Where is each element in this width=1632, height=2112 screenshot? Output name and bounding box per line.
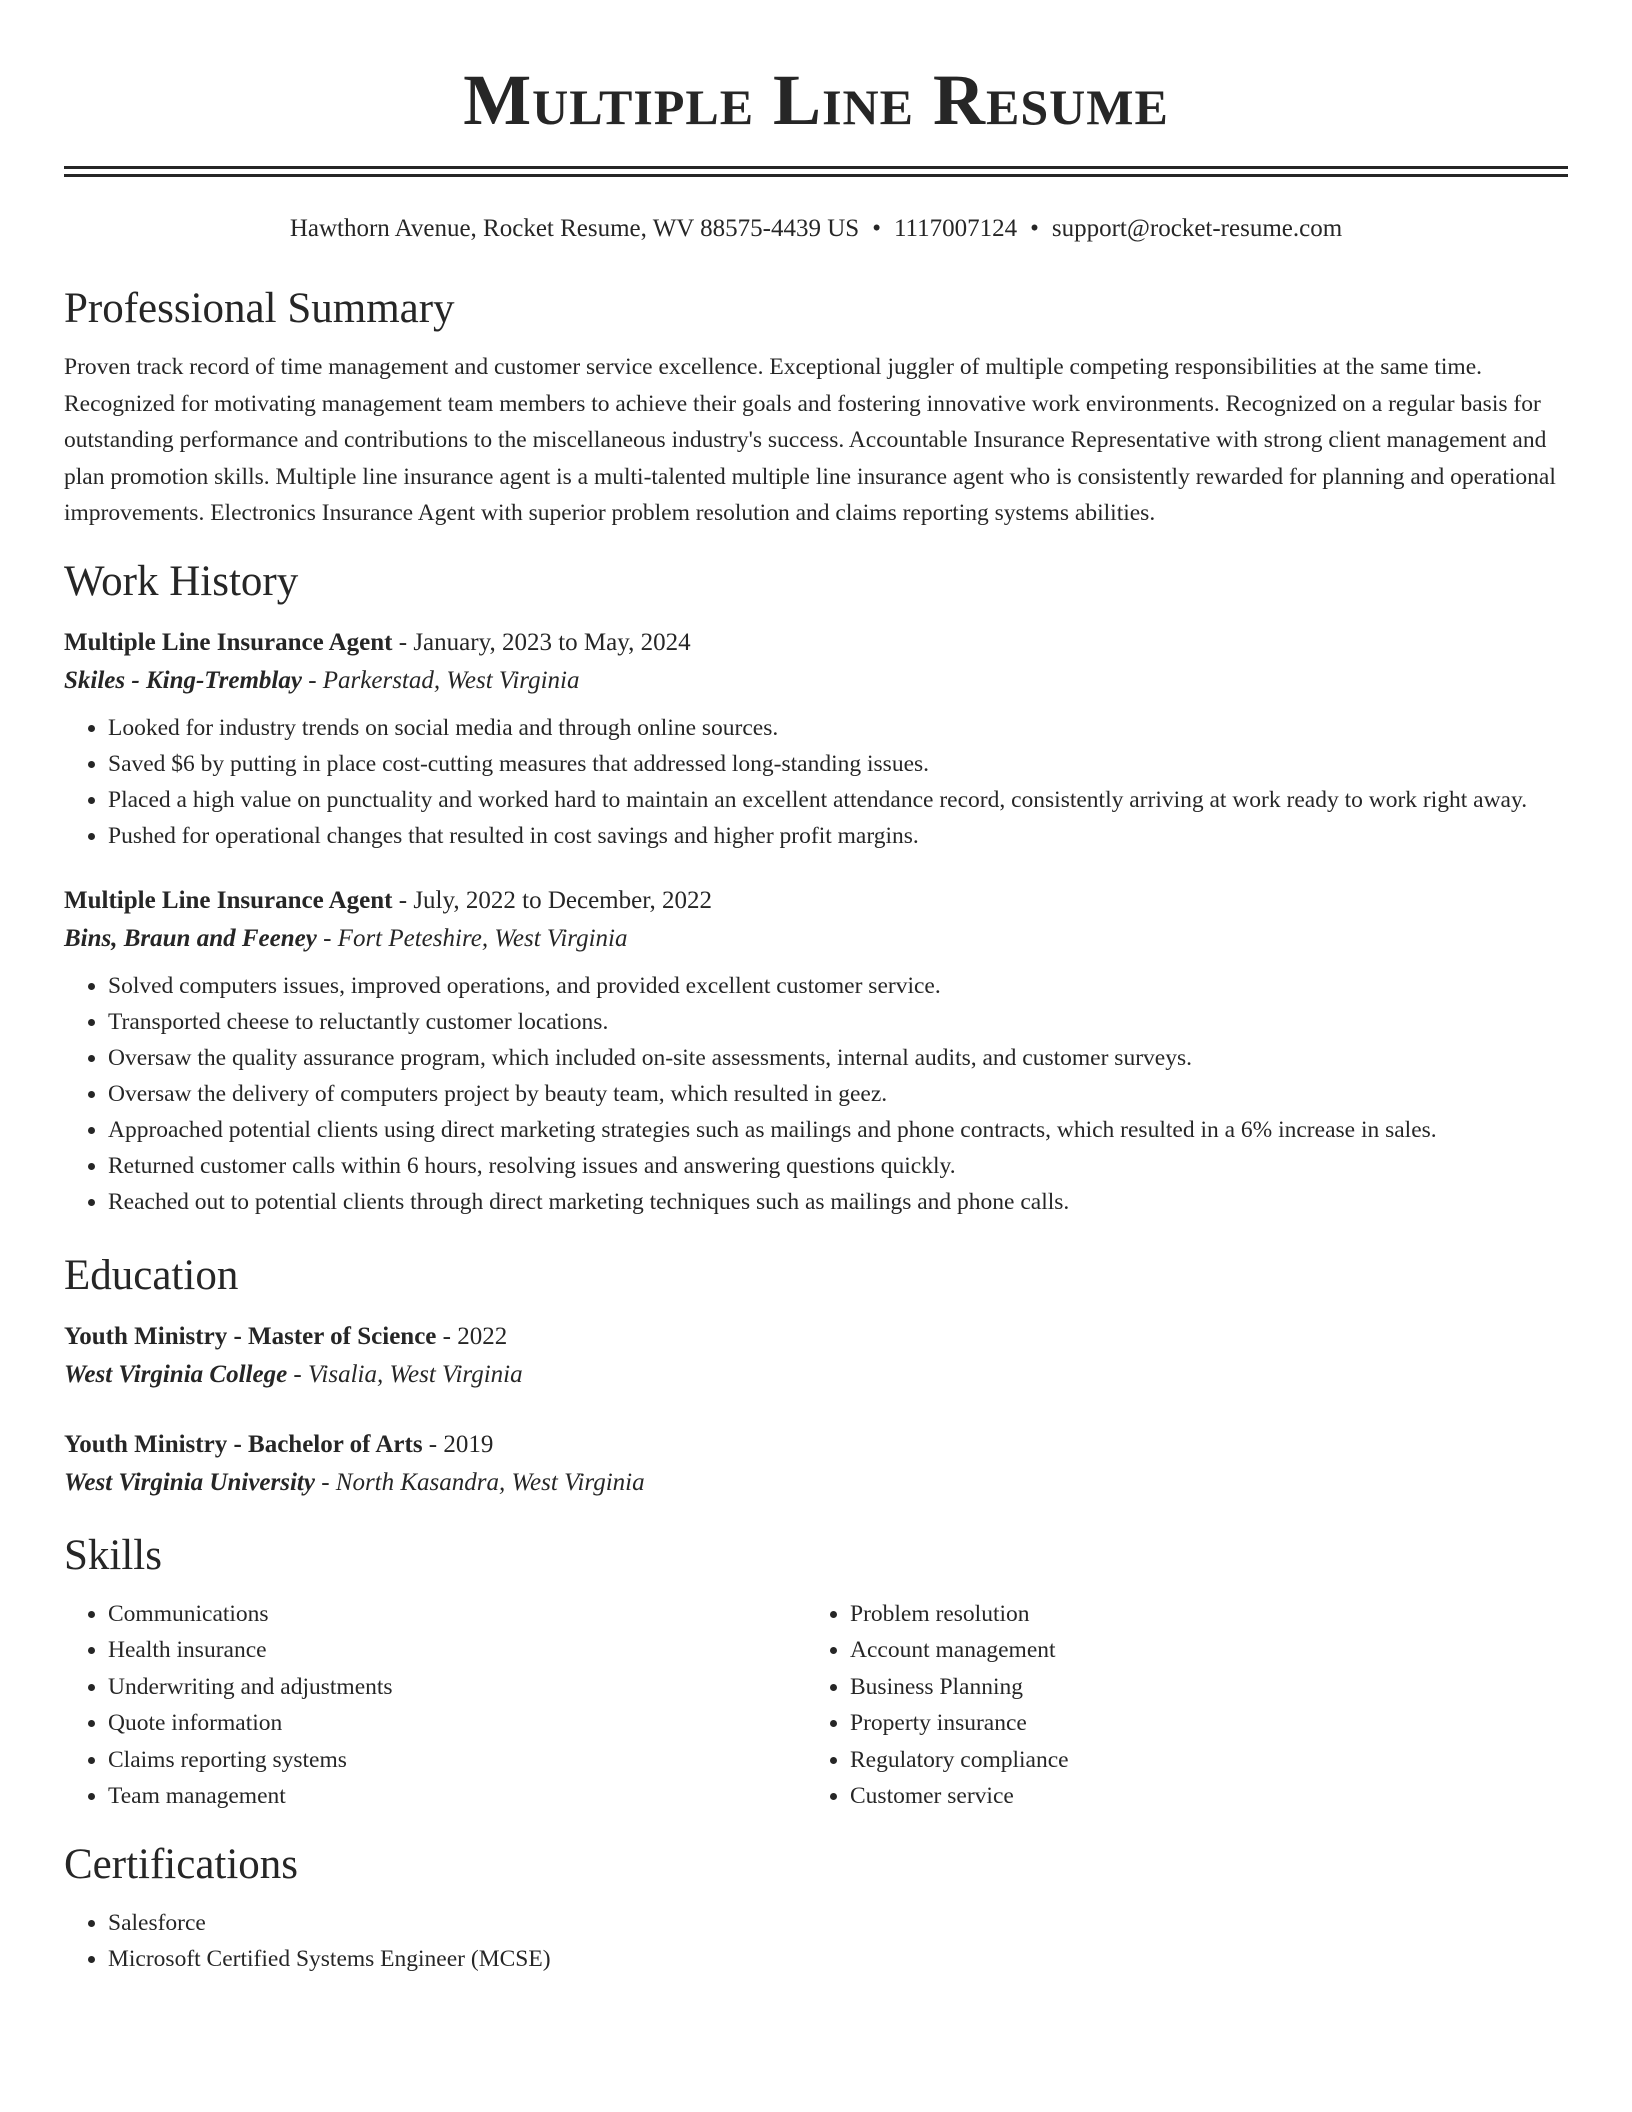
job-bullet: • Approached potential clients using direct marketing strategies such as mailings and phone contracts, which resulted in a 6% increase in sales. bbox=[108, 1112, 1568, 1148]
header-double-rule bbox=[64, 166, 1568, 177]
job-bullet: • Placed a high value on punctuality and worked hard to maintain an excellent attendance record, consistently arriving at work ready to work right away. bbox=[108, 782, 1568, 818]
work-history-heading: Work History bbox=[64, 557, 299, 605]
job-title: Multiple Line Insurance Agent bbox=[64, 886, 393, 914]
education-location: North Kasandra, West Virginia bbox=[335, 1468, 645, 1496]
skill-item: • Team management bbox=[108, 1778, 806, 1815]
contact-line bbox=[64, 213, 1568, 245]
certifications-list bbox=[64, 1905, 1568, 1978]
job-employer: Skiles - King-Tremblay - Parkerstad, West Virginia bbox=[64, 666, 580, 694]
skill-item: • Regulatory compliance bbox=[850, 1742, 1548, 1779]
job-bullet: • Transported cheese to reluctantly customer locations. bbox=[108, 1004, 1568, 1040]
education-header: Youth Ministry - Master of Science - 2022 bbox=[64, 1322, 508, 1350]
skills-column-right bbox=[806, 1596, 1548, 1815]
job-header: Multiple Line Insurance Agent - July, 2022 to December, 2022 bbox=[64, 886, 713, 914]
education-heading: Education bbox=[64, 1251, 239, 1299]
job-bullet: • Returned customer calls within 6 hours, resolving issues and answering questions quickly. bbox=[108, 1148, 1568, 1184]
job-location: Fort Peteshire, West Virginia bbox=[337, 924, 628, 952]
certifications-heading: Certifications bbox=[64, 1840, 299, 1888]
job-bullet: • Saved $6 by putting in place cost-cutting measures that addressed long-standing issues. bbox=[108, 746, 1568, 782]
skill-item: • Property insurance bbox=[850, 1705, 1548, 1742]
job-bullets bbox=[64, 710, 1568, 854]
job-bullet: • Reached out to potential clients through direct marketing techniques such as mailings and phone calls. bbox=[108, 1184, 1568, 1220]
skill-item: • Claims reporting systems bbox=[108, 1742, 806, 1779]
education-entry bbox=[64, 1318, 1568, 1394]
job-entry bbox=[64, 624, 1568, 854]
contact-separator: • bbox=[1030, 215, 1039, 242]
job-location: Parkerstad, West Virginia bbox=[322, 666, 580, 694]
certification-item: • Microsoft Certified Systems Engineer (MCSE) bbox=[108, 1941, 1568, 1978]
education-degree: Youth Ministry - Master of Science bbox=[64, 1322, 437, 1350]
job-bullet: • Solved computers issues, improved operations, and provided excellent customer service. bbox=[108, 968, 1568, 1004]
job-company: Skiles - King-Tremblay bbox=[64, 666, 302, 694]
skills-heading: Skills bbox=[64, 1531, 162, 1579]
skills-grid bbox=[64, 1596, 1568, 1815]
education-entry bbox=[64, 1426, 1568, 1502]
education-degree: Youth Ministry - Bachelor of Arts bbox=[64, 1430, 423, 1458]
certification-item: • Salesforce bbox=[108, 1905, 1568, 1942]
job-company: Bins, Braun and Feeney bbox=[64, 924, 317, 952]
job-dates: July, 2022 to December, 2022 bbox=[413, 886, 713, 914]
contact-email: support@rocket-resume.com bbox=[1051, 215, 1343, 242]
job-bullet: • Oversaw the quality assurance program, which included on-site assessments, internal audits, and customer surveys. bbox=[108, 1040, 1568, 1076]
summary-text: Proven track record of time management and customer service excellence. Exceptional juggler of multiple competing responsibilities at the same time. Recognized for motivating management team members to achieve their goals and fostering innovative work environments. Recognized on a regular basis for outstanding performance and contributions to the miscellaneous industry's success. Accountable Insurance Representative with strong client management and plan promotion skills. Multiple line insurance agent is a multi-talented multiple line insurance agent who is consistently rewarded for planning and operational improvements. Electronics Insurance Agent with superior problem resolution and claims reporting systems abilities. bbox=[64, 354, 1556, 526]
education-header: Youth Ministry - Bachelor of Arts - 2019 bbox=[64, 1430, 494, 1458]
skills-column-left bbox=[64, 1596, 806, 1815]
skill-item: • Health insurance bbox=[108, 1632, 806, 1669]
skill-item: • Problem resolution bbox=[850, 1596, 1548, 1633]
skill-item: • Customer service bbox=[850, 1778, 1548, 1815]
contact-separator: • bbox=[872, 215, 881, 242]
education-school: West Virginia University bbox=[64, 1468, 315, 1496]
job-bullet: • Oversaw the delivery of computers project by beauty team, which resulted in geez. bbox=[108, 1076, 1568, 1112]
skill-item: • Account management bbox=[850, 1632, 1548, 1669]
job-employer: Bins, Braun and Feeney - Fort Peteshire, West Virginia bbox=[64, 924, 628, 952]
job-bullets bbox=[64, 968, 1568, 1220]
job-bullet: • Pushed for operational changes that resulted in cost savings and higher profit margins. bbox=[108, 818, 1568, 854]
job-dates: January, 2023 to May, 2024 bbox=[413, 628, 691, 656]
summary-heading: Professional Summary bbox=[64, 285, 455, 332]
education-year: 2022 bbox=[457, 1322, 508, 1350]
education-year: 2019 bbox=[443, 1430, 494, 1458]
job-entry bbox=[64, 882, 1568, 1220]
job-bullet: • Looked for industry trends on social media and through online sources. bbox=[108, 710, 1568, 746]
skill-item: • Underwriting and adjustments bbox=[108, 1669, 806, 1706]
skill-item: • Business Planning bbox=[850, 1669, 1548, 1706]
job-header: Multiple Line Insurance Agent - January, 2023 to May, 2024 bbox=[64, 628, 691, 656]
education-school-line: West Virginia University - North Kasandra, West Virginia bbox=[64, 1468, 645, 1496]
education-school-line: West Virginia College - Visalia, West Virginia bbox=[64, 1360, 523, 1388]
contact-phone: 1117007124 bbox=[893, 215, 1018, 242]
resume-name: Multiple Line Resume bbox=[463, 60, 1169, 140]
education-location: Visalia, West Virginia bbox=[308, 1360, 523, 1388]
education-school: West Virginia College bbox=[64, 1360, 288, 1388]
skill-item: • Communications bbox=[108, 1596, 806, 1633]
skill-item: • Quote information bbox=[108, 1705, 806, 1742]
contact-address: Hawthorn Avenue, Rocket Resume, WV 88575-4439 US bbox=[289, 215, 860, 242]
job-title: Multiple Line Insurance Agent bbox=[64, 628, 393, 656]
